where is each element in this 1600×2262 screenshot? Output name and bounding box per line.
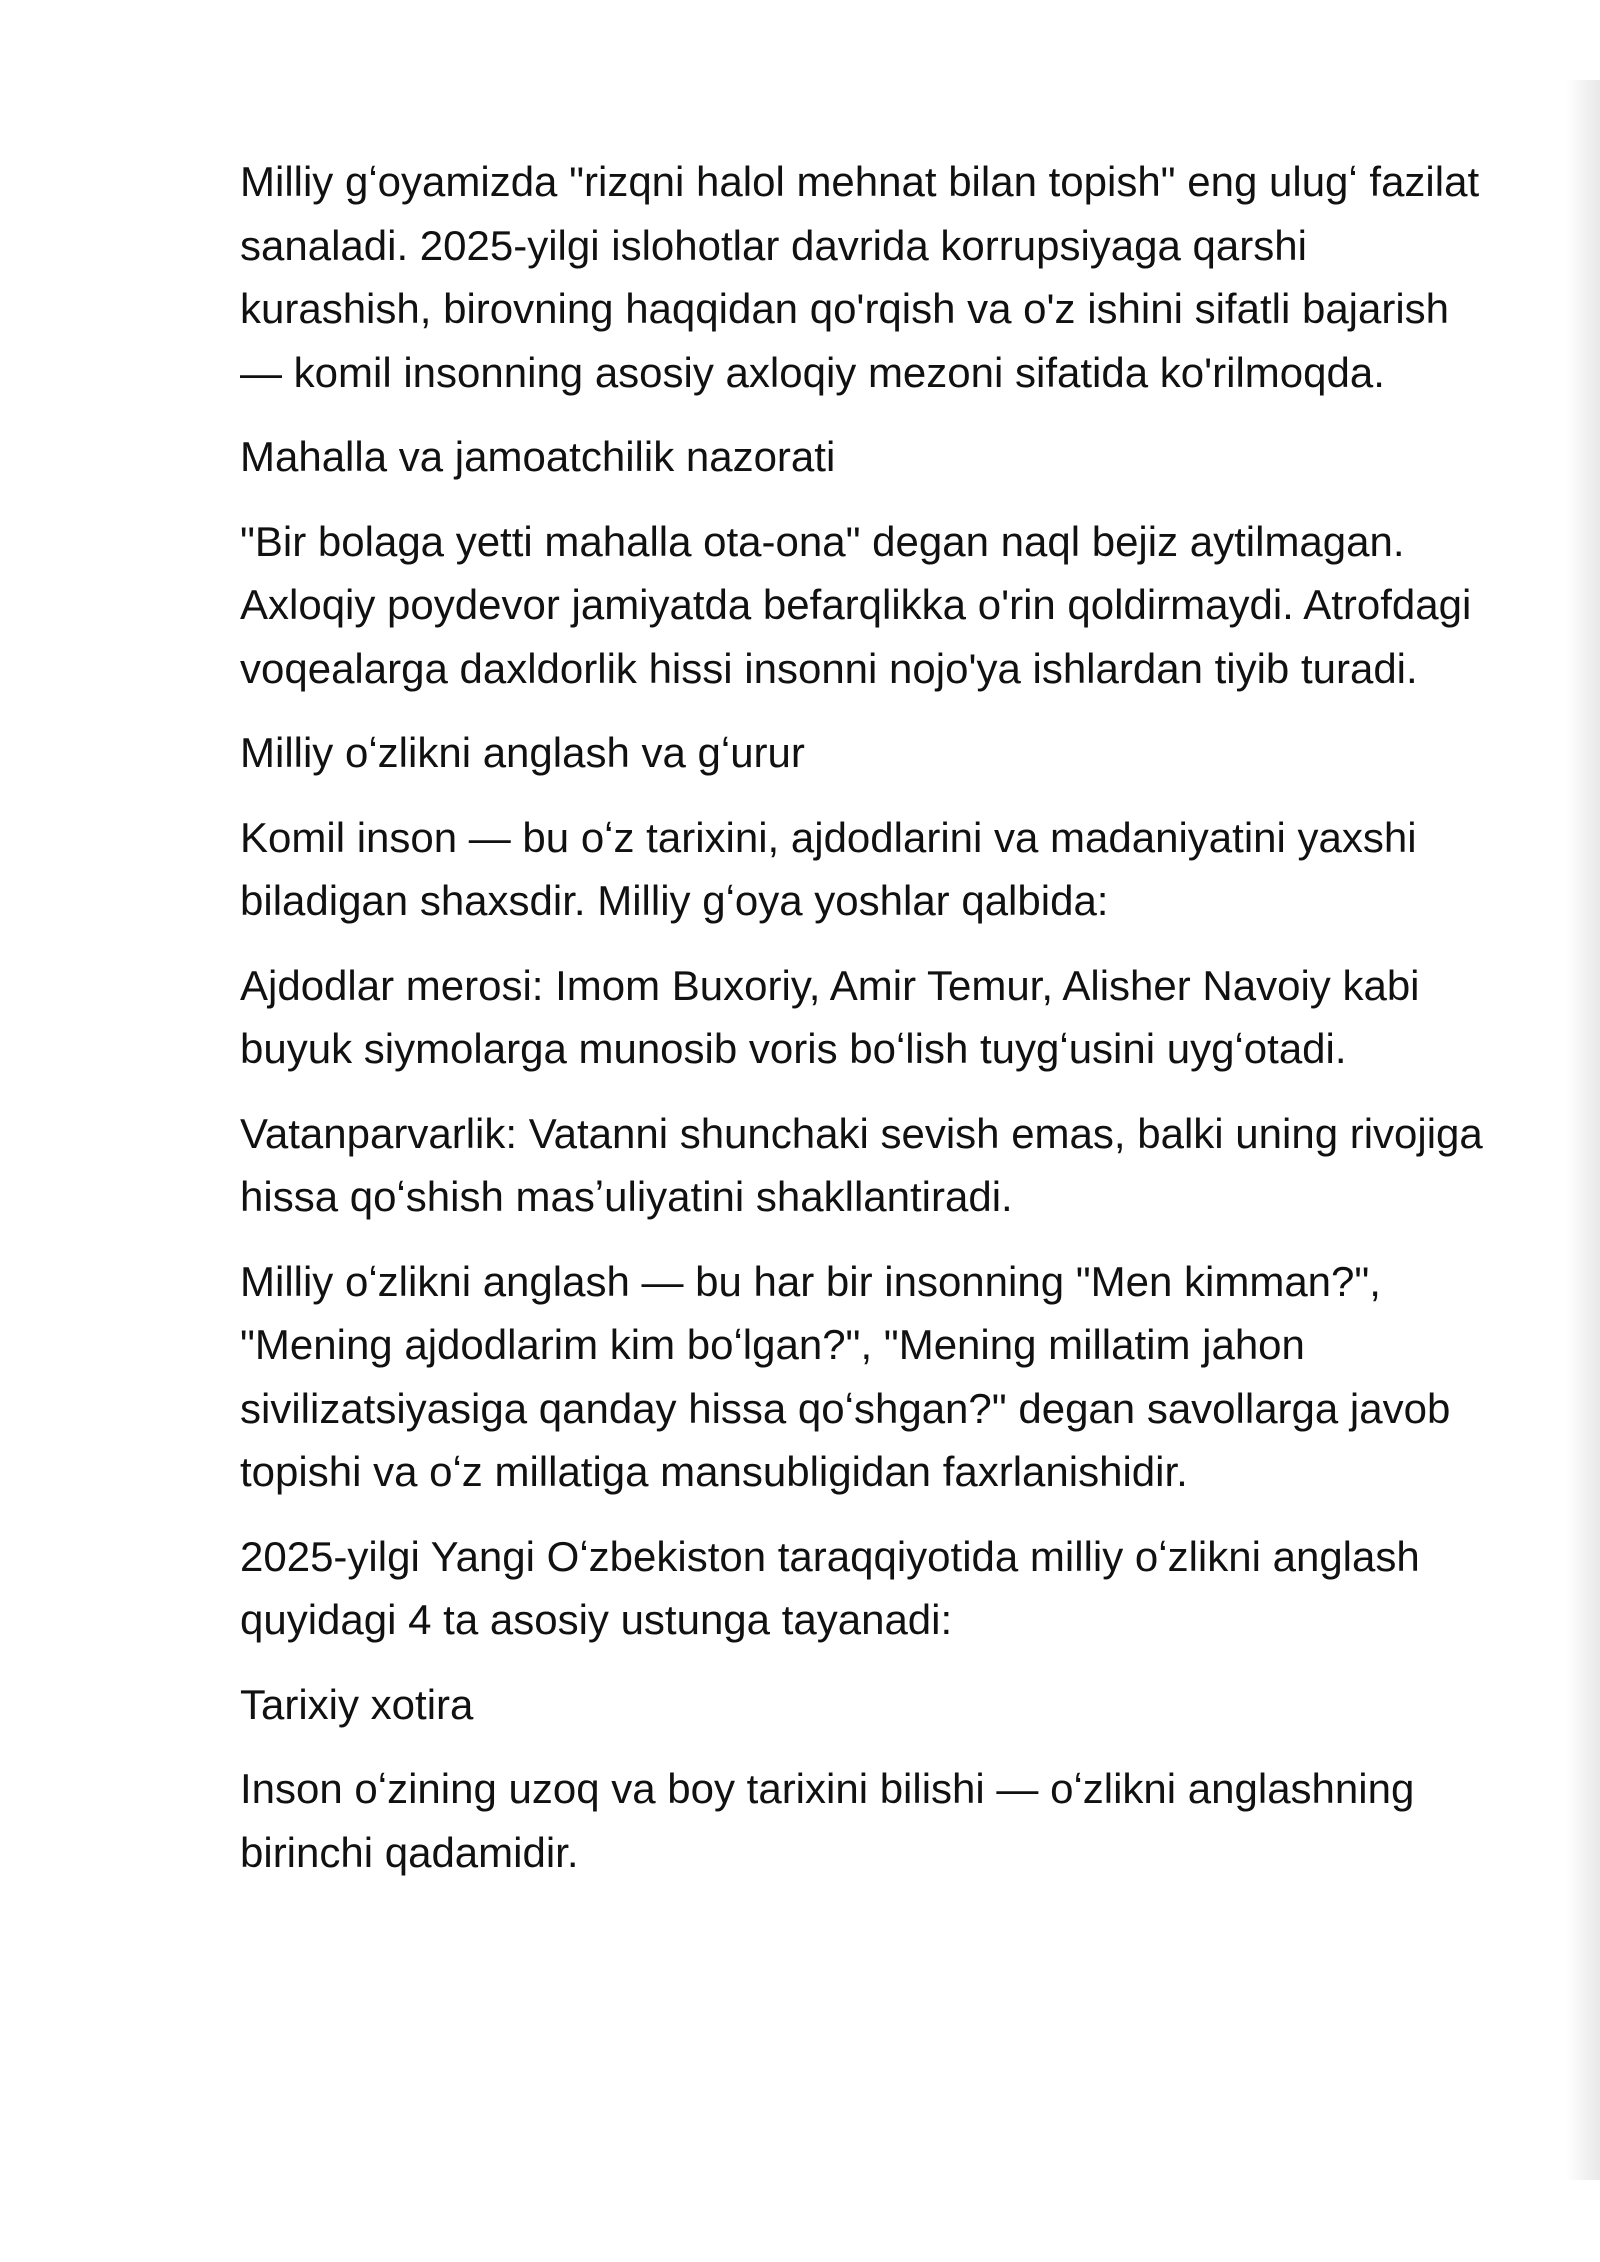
paragraph-halol-mehnat: Milliy gʻoyamizda "rizqni halol mehnat bilan topish" eng ulugʻ fazilat sanaladi. 2025-yilgi islohotlar davrida korrupsiyaga qarshi kurashish, birovning haqqidan qo'rqish va o'z ishini sifatli bajarish — komil insonning asosiy axloqiy mezoni sifatida ko'rilmoqda. (240, 158, 1480, 396)
paragraph-ajdodlar-merosi: Ajdodlar merosi: Imom Buxoriy, Amir Temur, Alisher Navoiy kabi buyuk siymolarga munosib voris boʻlish tuygʻusini uygʻotadi. (240, 961, 1420, 1072)
paragraph-tarix-bilish: Inson oʻzining uzoq va boy tarixini bilishi — oʻzlikni anglashning birinchi qadamidir. (240, 1765, 1415, 1876)
paragraph-yangi-ozbekiston: 2025-yilgi Yangi Oʻzbekiston taraqqiyotida milliy oʻzlikni anglash quyidagi 4 ta asosiy ustunga tayanadi: (240, 1532, 1420, 1643)
paragraph-komil-inson: Komil inson — bu oʻz tarixini, ajdodlarini va madaniyatini yaxshi biladigan shaxsdir. Milliy gʻoya yoshlar qalbida: (240, 813, 1417, 924)
heading-mahalla-nazorati: Mahalla va jamoatchilik nazorati (240, 433, 836, 480)
page-edge-shadow (1566, 80, 1600, 2180)
paragraph-mahalla-naql: "Bir bolaga yetti mahalla ota-ona" degan naql bejiz aytilmagan. Axloqiy poydevor jamiyatda befarqlikka o'rin qoldirmaydi. Atrofdagi voqealarga daxldorlik hissi insonni nojo'ya ishlardan tiyib turadi. (240, 517, 1472, 692)
paragraph-vatanparvarlik: Vatanparvarlik: Vatanni shunchaki sevish emas, balki uning rivojiga hissa qoʻshish masʼuliyatini shakllantiradi. (240, 1109, 1483, 1220)
heading-tarixiy-xotira: Tarixiy xotira (240, 1680, 474, 1728)
paragraph-milliy-ozlikni-anglash: Milliy oʻzlikni anglash — bu har bir insonning "Men kimman?", "Mening ajdodlarim kim boʻlgan?", "Mening millatim jahon sivilizatsiyasiga qanday hissa qoʻshgan?" degan savollarga javob topishi va oʻz millatiga mansubligidan faxrlanishidir. (240, 1257, 1451, 1495)
heading-milliy-ozlik-gurur: Milliy oʻzlikni anglash va gʻurur (240, 729, 805, 776)
document-body (240, 150, 1490, 1905)
